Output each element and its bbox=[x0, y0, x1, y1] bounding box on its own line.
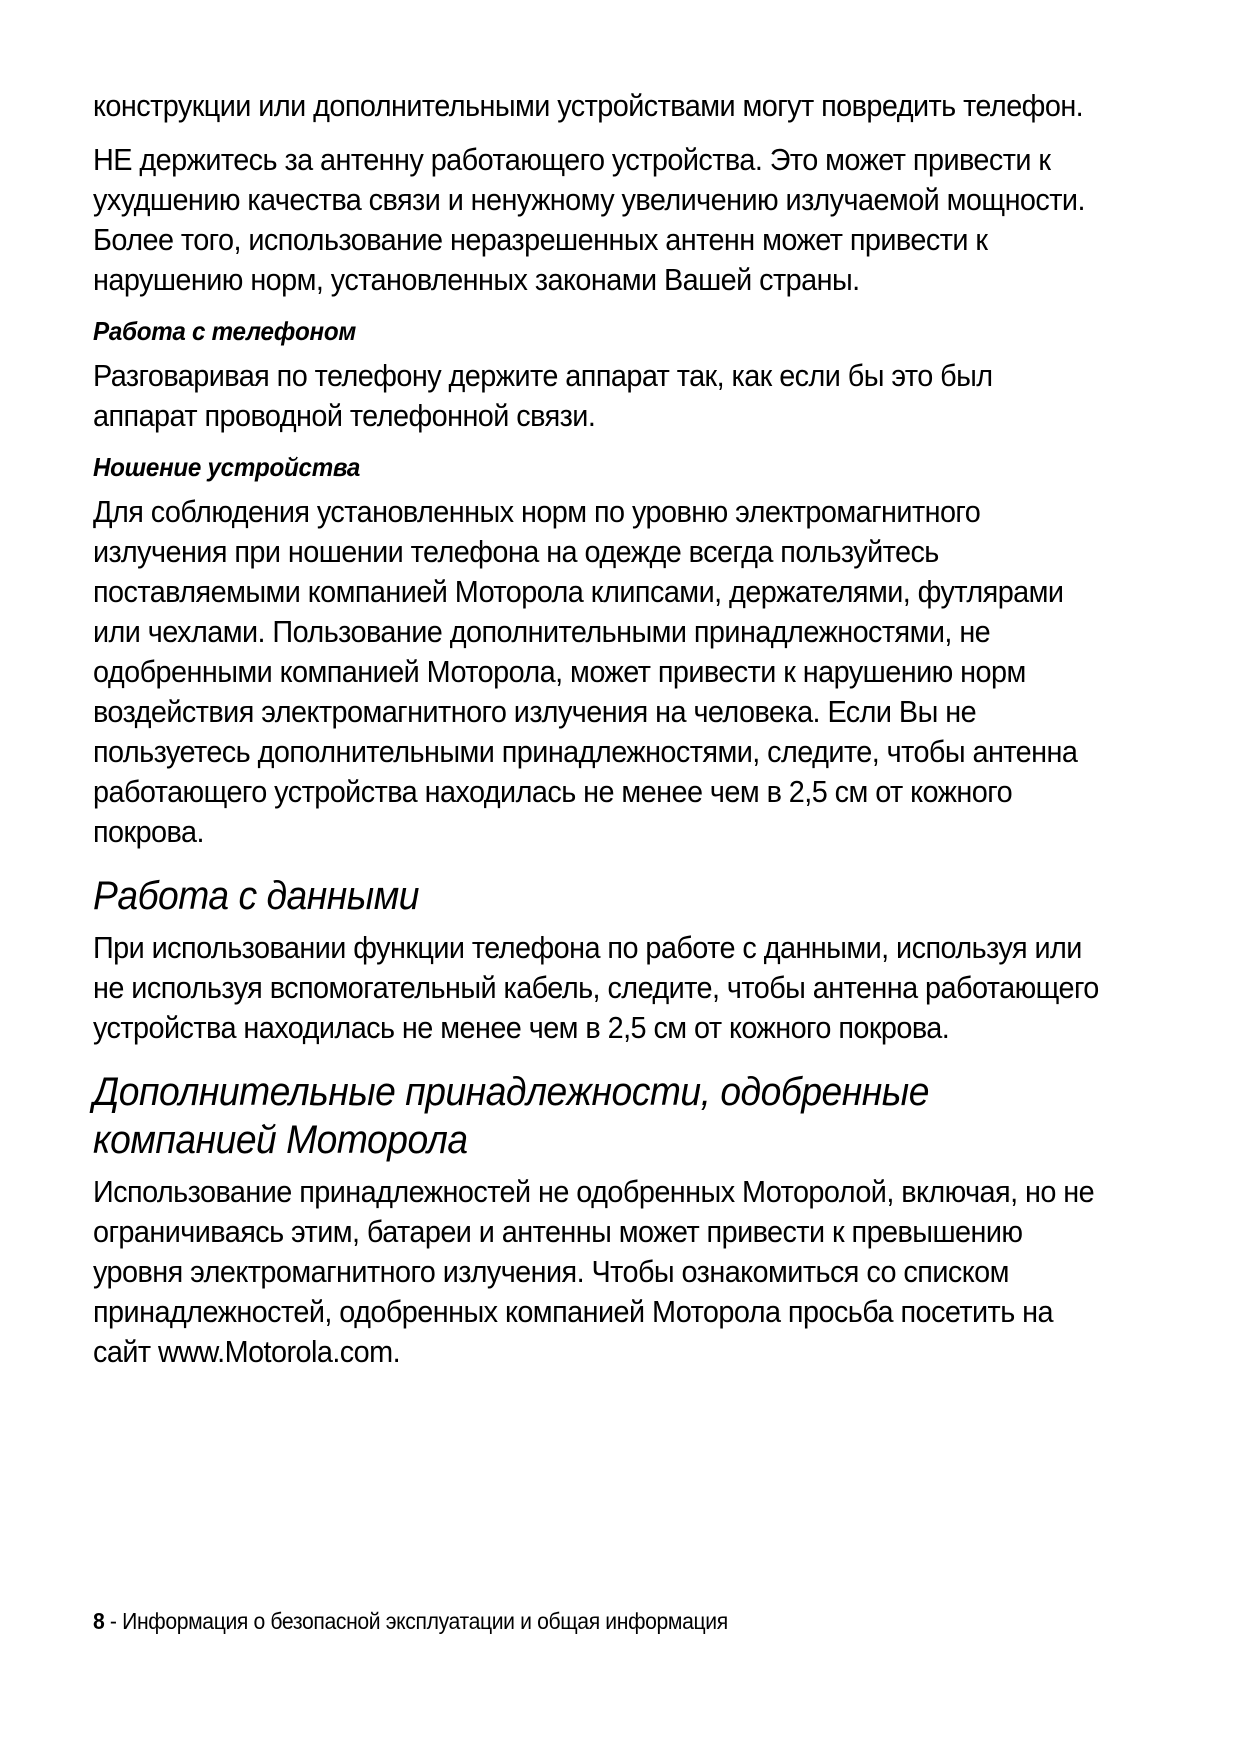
heading-body-worn: Ношение устройства bbox=[93, 452, 361, 482]
heading-approved-accessories: Дополнительные принадлежности, одобренные компанией Моторола bbox=[93, 1070, 929, 1162]
heading-phone-use: Работа с телефоном bbox=[93, 316, 356, 346]
page-footer bbox=[93, 1606, 728, 1636]
paragraph-phone-use: Разговаривая по телефону держите аппарат так, как если бы это был аппарат проводной телефонной связи. bbox=[93, 358, 993, 433]
page-number: 8 bbox=[93, 1608, 105, 1634]
heading-data-operations: Работа с данными bbox=[93, 874, 419, 918]
page-content bbox=[93, 86, 1103, 1386]
paragraph-body-worn: Для соблюдения установленных норм по уровню электромагнитного излучения при ношении телефона на одежде всегда пользуйтесь поставляемыми компанией Моторола клипсами, держателями, футлярами или чехлами. Пользование дополнительными принадлежностями, не одобренными компанией Моторола, может привести к нарушению норм воздействия электромагнитного излучения на человека. Если Вы не пользуетесь дополнительными принадлежностями, следите, чтобы антенна работающего устройства находилась не менее чем в 2,5 см от кожного покрова. bbox=[93, 494, 1078, 849]
paragraph-approved-accessories: Использование принадлежностей не одобренных Моторолой, включая, но не ограничиваясь этим, батареи и антенны может привести к превышению уровня электромагнитного излучения. Чтобы ознакомиться со списком принадлежностей, одобренных компанией Моторола просьба посетить на сайт www.Motorola.com. bbox=[93, 1174, 1095, 1369]
footer-separator: - bbox=[104, 1608, 123, 1634]
paragraph-antenna-hold: НЕ держитесь за антенну работающего устройства. Это может привести к ухудшению качества связи и ненужному увеличению излучаемой мощности. Более того, использование неразрешенных антенн может привести к нарушению норм, установленных законами Вашей страны. bbox=[93, 142, 1085, 297]
paragraph-data-operations: При использовании функции телефона по работе с данными, используя или не используя вспомогательный кабель, следите, чтобы антенна работающего устройства находилась не менее чем в 2,5 см от кожного покрова. bbox=[93, 930, 1099, 1045]
paragraph-antenna-damage: конструкции или дополнительными устройствами могут повредить телефон. bbox=[93, 88, 1084, 123]
footer-title: Информация о безопасной эксплуатации и общая информация bbox=[122, 1608, 728, 1634]
